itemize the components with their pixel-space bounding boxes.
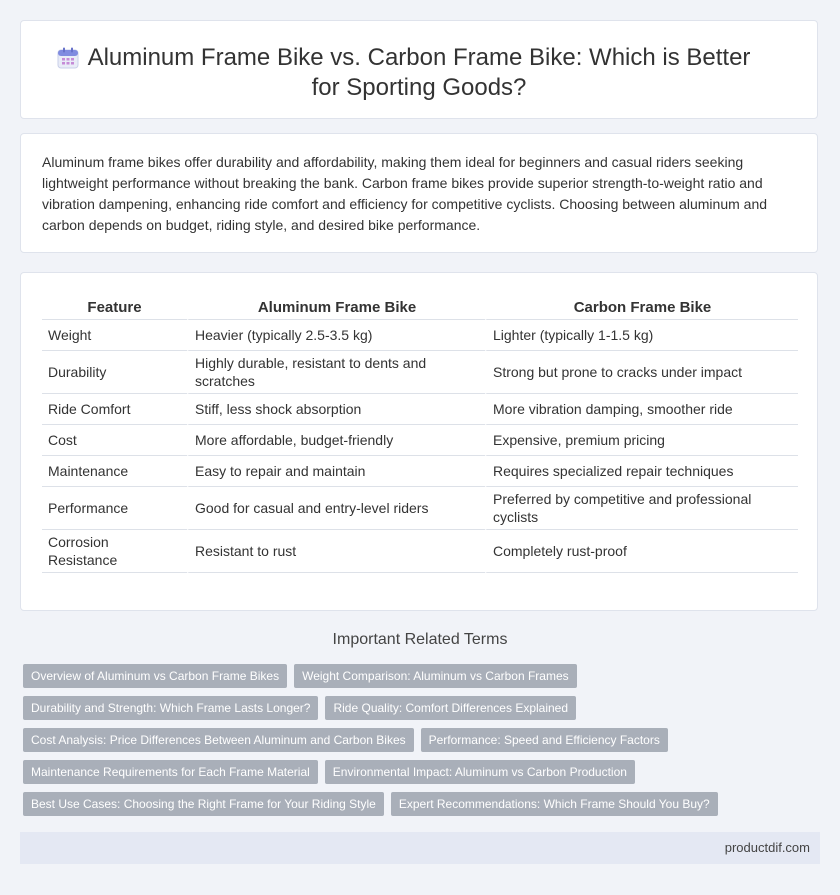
cell-aluminum: Stiff, less shock absorption [187,394,485,425]
cell-feature: Weight [42,320,187,351]
table-row [42,351,798,394]
calendar-icon [57,47,79,69]
cell-aluminum: Highly durable, resistant to dents and scratches [187,351,485,394]
table-row [42,487,798,530]
related-term-tag[interactable]: Weight Comparison: Aluminum vs Carbon Frames [294,664,577,688]
table-row [42,425,798,456]
table-row [42,530,798,573]
header-feature: Feature [42,295,187,320]
cell-feature: Cost [42,425,187,456]
cell-aluminum: More affordable, budget-friendly [187,425,485,456]
cell-feature: Performance [42,487,187,530]
cell-feature: Ride Comfort [42,394,187,425]
related-term-tag[interactable]: Best Use Cases: Choosing the Right Frame for Your Riding Style [23,792,384,816]
comparison-table [42,295,798,573]
footer-site-name[interactable]: productdif.com [724,840,810,855]
header-carbon: Carbon Frame Bike [485,295,798,320]
cell-carbon: Lighter (typically 1-1.5 kg) [485,320,798,351]
related-term-tag[interactable]: Environmental Impact: Aluminum vs Carbon Production [325,760,635,784]
cell-feature: Corrosion Resistance [42,530,187,573]
comparison-card [20,272,818,611]
cell-aluminum: Heavier (typically 2.5-3.5 kg) [187,320,485,351]
table-row [42,320,798,351]
related-terms-title: Important Related Terms [332,631,508,648]
intro-card [20,133,818,253]
cell-feature: Durability [42,351,187,394]
table-header-row [42,295,798,320]
intro-text: Aluminum frame bikes offer durability and affordability, making them ideal for beginners and casual riders seeking lightweight performance without breaking the bank. Carbon frame bikes provide superior strength-to-weight ratio and vibration dampening, enhancing ride comfort and efficiency for competitive cyclists. Choosing between aluminum and carbon depends on budget, riding style, and desired bike performance. [42,154,768,233]
cell-aluminum: Easy to repair and maintain [187,456,485,487]
cell-carbon: Preferred by competitive and professional cyclists [485,487,798,530]
cell-feature: Maintenance [42,456,187,487]
header-aluminum: Aluminum Frame Bike [187,295,485,320]
related-term-tag[interactable]: Performance: Speed and Efficiency Factors [421,728,668,752]
related-term-tag[interactable]: Ride Quality: Comfort Differences Explained [325,696,576,720]
cell-carbon: Requires specialized repair techniques [485,456,798,487]
table-row [42,394,798,425]
page-title: Aluminum Frame Bike vs. Carbon Frame Bike: Which is Better for Sporting Goods? [87,44,751,101]
tag-row [23,728,813,752]
related-term-tag[interactable]: Maintenance Requirements for Each Frame Material [23,760,318,784]
cell-carbon: Strong but prone to cracks under impact [485,351,798,394]
related-term-tag[interactable]: Cost Analysis: Price Differences Between Aluminum and Carbon Bikes [23,728,414,752]
tag-row [23,664,813,688]
related-terms-list [23,664,813,824]
cell-carbon: More vibration damping, smoother ride [485,394,798,425]
header-card [20,20,818,119]
related-term-tag[interactable]: Durability and Strength: Which Frame Lasts Longer? [23,696,318,720]
tag-row [23,792,813,816]
tag-row [23,760,813,784]
related-term-tag[interactable]: Expert Recommendations: Which Frame Should You Buy? [391,792,718,816]
table-row [42,456,798,487]
cell-aluminum: Good for casual and entry-level riders [187,487,485,530]
cell-aluminum: Resistant to rust [187,530,485,573]
cell-carbon: Expensive, premium pricing [485,425,798,456]
tag-row [23,696,813,720]
footer [20,832,820,864]
related-term-tag[interactable]: Overview of Aluminum vs Carbon Frame Bikes [23,664,287,688]
cell-carbon: Completely rust-proof [485,530,798,573]
